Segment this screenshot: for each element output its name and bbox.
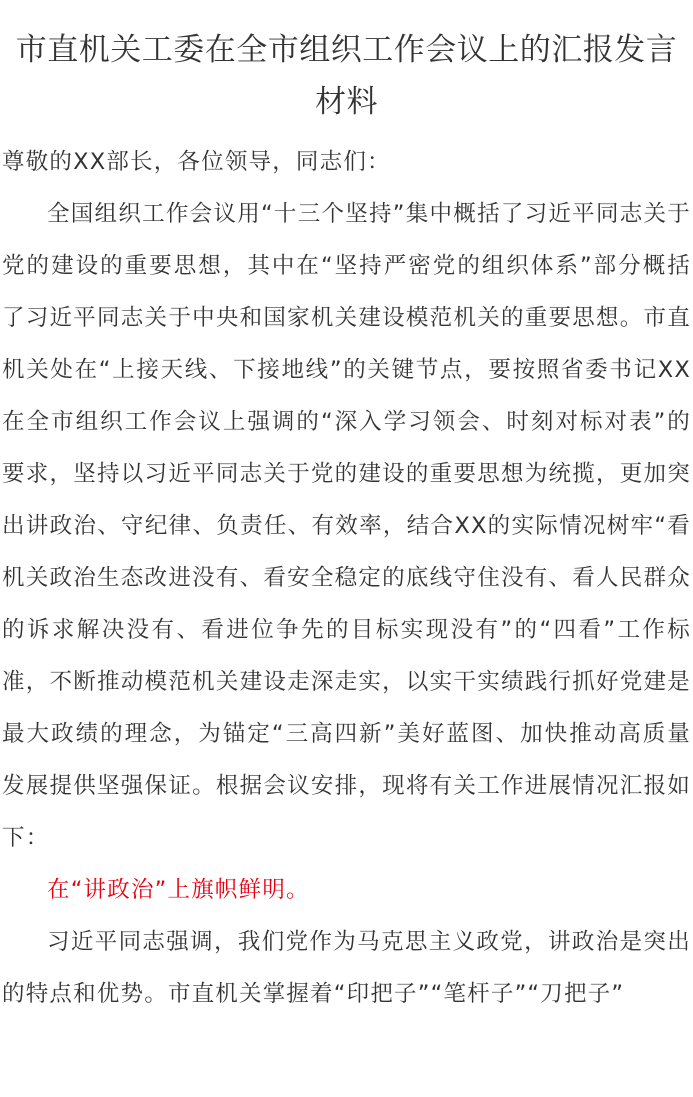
salutation: 尊敬的XX部长，各位领导，同志们：	[2, 149, 391, 175]
paragraph-intro: 全国组织工作会议用“十三个坚持”集中概括了习近平同志关于党的建设的重要思想，其中在“坚持严密党的组织体系”部分概括了习近平同志关于中央和国家机关建设模范机关的重要思想。市直机关处在“上接天线、下接地线”的关键节点，要按照省委书记XX在全市组织工作会议上强调的“深入学习领会、时刻对标对表”的要求，坚持以习近平同志关于党的建设的重要思想为统揽，更加突出讲政治、守纪律、负责任、有效率，结合XX的实际情况树牢“看机关政治生态改进没有、看安全稳定的底线守住没有、看人民群众的诉求解决没有、看进位争先的目标实现没有”的“四看”工作标准，不断推动模范机关建设走深走实，以实干实绩践行抓好党建是最大政绩的理念，为锚定“三高四新”美好蓝图、加快推动高质量发展提供坚强保证。根据会议安排，现将有关工作进展情况汇报如下：	[2, 201, 691, 851]
document-body	[0, 136, 693, 1020]
paragraph-politics: 习近平同志强调，我们党作为马克思主义政党，讲政治是突出的特点和优势。市直机关掌握着“印把子”“笔杆子”“刀把子”	[2, 929, 691, 1007]
document-title: 市直机关工委在全市组织工作会议上的汇报发言材料	[15, 32, 678, 120]
section-heading: 在“讲政治”上旗帜鲜明。	[47, 877, 310, 903]
